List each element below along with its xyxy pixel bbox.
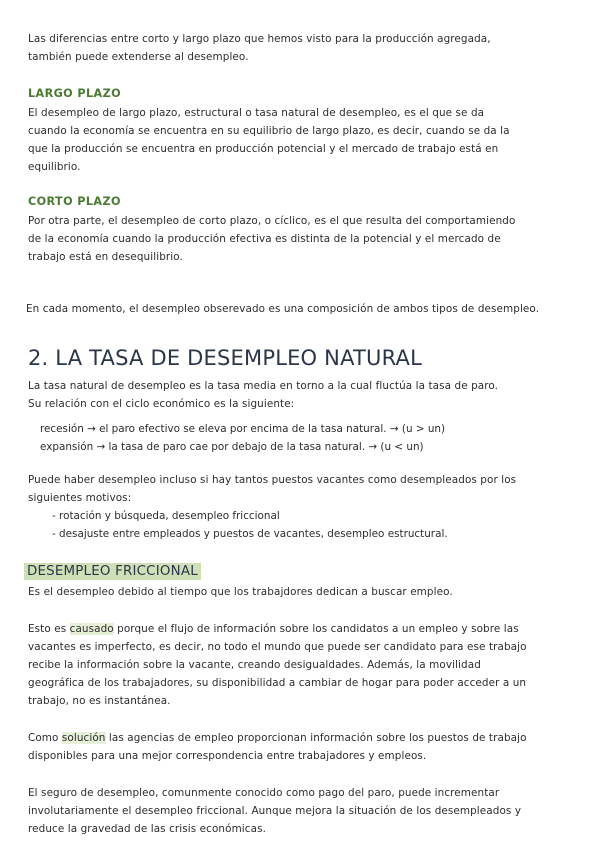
causa-line: trabajo, no es instantánea. (28, 695, 171, 707)
motivos-line: Puede haber desempleo incluso si hay tantos puestos vacantes como desempleados por los (28, 474, 517, 486)
corto-plazo-line: trabajo está en desequilibrio. (28, 251, 183, 263)
solucion-highlight: solución (61, 732, 106, 744)
largo-plazo-line: equilibrio. (28, 161, 81, 173)
recesion-item: recesión → el paro efectivo se eleva por encima de la tasa natural. → (u > un) (40, 423, 446, 435)
largo-plazo-heading: LARGO PLAZO (28, 87, 121, 100)
friccional-definition: Es el desempleo debido al tiempo que los trabajdores dedican a buscar empleo. (28, 586, 453, 598)
solucion-post: las agencias de empleo proporcionan información sobre los puestos de trabajo (105, 732, 527, 744)
expansion-item: expansión → la tasa de paro cae por debajo de la tasa natural. → (u < un) (40, 441, 424, 453)
corto-plazo-line: de la economía cuando la producción efectiva es distinta de la potencial y el mercado de (28, 233, 501, 245)
motivo-item-2: - desajuste entre empleados y puestos de vacantes, desempleo estructural. (52, 528, 448, 540)
seguro-line: El seguro de desempleo, comunmente conocido como pago del paro, puede incrementar (28, 787, 500, 799)
solucion-line-1 (28, 729, 568, 747)
largo-plazo-line: que la producción se encuentra en producción potencial y el mercado de trabajo está en (28, 143, 499, 155)
section-2-line: Su relación con el ciclo económico es la siguiente: (28, 398, 295, 410)
motivo-item-1: - rotación y búsqueda, desempleo friccional (52, 510, 280, 522)
causa-pre: Esto es (28, 623, 70, 635)
largo-plazo-line: cuando la economía se encuentra en su equilibrio de largo plazo, es decir, cuando se da la (28, 125, 510, 137)
cada-momento-text: En cada momento, el desempleo obserevado es una composición de ambos tipos de desempleo. (26, 303, 540, 315)
intro-line-1: Las diferencias entre corto y largo plazo que hemos visto para la producción agregada, (28, 33, 491, 45)
motivos-line: siguientes motivos: (28, 492, 132, 504)
causa-post: porque el flujo de información sobre los candidatos a un empleo y sobre las (113, 623, 519, 635)
solucion-pre: Como (28, 732, 62, 744)
causa-line: recibe la información sobre la vacante, creando desigualdades. Además, la movilidad (28, 659, 481, 671)
causa-line-1 (28, 620, 568, 638)
solucion-line-2: disponibles para una mejor correspondencia entre trabajadores y empleos. (28, 750, 427, 762)
causa-line: vacantes es imperfecto, es decir, no todo el mundo que puede ser candidato para ese trabajo (28, 641, 527, 653)
intro-line-2: también puede extenderse al desempleo. (28, 51, 249, 63)
seguro-line: involutariamente el desempleo friccional. Aunque mejora la situación de los desempleados y (28, 805, 522, 817)
section-2-line: La tasa natural de desempleo es la tasa media en torno a la cual fluctúa la tasa de paro. (28, 380, 499, 392)
causa-line: geográfica de los trabajadores, su disponibilidad a cambiar de hogar para poder acceder a un (28, 677, 527, 689)
friccional-title: DESEMPLEO FRICCIONAL (24, 563, 201, 580)
corto-plazo-heading: CORTO PLAZO (28, 195, 121, 208)
largo-plazo-line: El desempleo de largo plazo, estructural o tasa natural de desempleo, es el que se da (28, 107, 485, 119)
causado-highlight: causado (69, 623, 114, 635)
seguro-line: reduce la gravedad de las crisis económicas. (28, 823, 266, 835)
section-2-title: 2. LA TASA DE DESEMPLEO NATURAL (28, 346, 423, 370)
corto-plazo-line: Por otra parte, el desempleo de corto plazo, o cíclico, es el que resulta del comportamiendo (28, 215, 516, 227)
